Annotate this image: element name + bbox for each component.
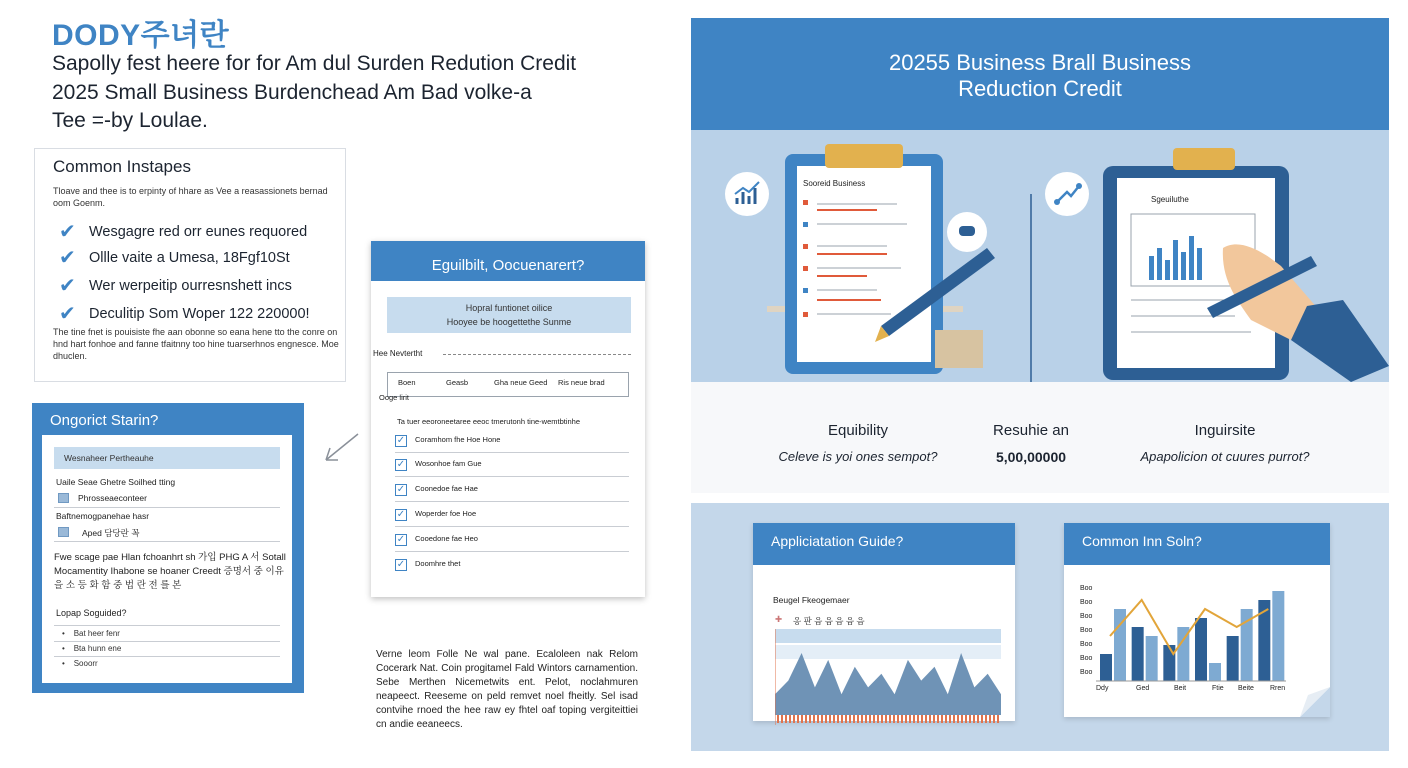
tick-mark [961,715,963,723]
list-item-label: Bta hunn ene [73,644,122,653]
tick-mark [989,715,991,723]
bar-series-a [1227,636,1239,681]
application-guide-card [753,523,1015,721]
common-instapes-note: The tine fnet is pouisiste fhe aan obonne so eana hene tto the conre on hnd hart fonhoe and fanne tfaitnny too hine tuarserhnos engnesce. Moe dhuclen. [53,327,339,361]
tick-mark [925,715,927,723]
eligibility-document [371,241,645,597]
tick-mark [973,715,975,723]
y-tick-label: Boo [1080,599,1093,606]
bar-series-a [1100,654,1112,681]
tick-mark [841,715,843,723]
checkbox-icon[interactable]: ✓ [396,459,406,470]
checkbox-icon[interactable] [58,527,69,537]
checkmark-icon: ✔ [59,303,76,325]
x-tick-label: Rren [1270,685,1286,692]
table-header: Ris neue brad [558,378,605,387]
headline-line-1: Sapolly fest heere for for Am dul Surden Redution Credit [52,52,577,75]
list-item [59,273,292,298]
list-item: • Bta hunn ene [62,644,122,653]
divider [54,625,280,626]
tick-mark [829,715,831,723]
checklist-row[interactable] [395,482,629,502]
tick-mark [965,715,967,723]
area-chart [775,629,1001,725]
checklist-row-label: Woperder foe Hoe [415,509,477,518]
badge-icon [947,212,987,252]
tick-mark [985,715,987,723]
table-header: Gha neue Geed [494,378,548,387]
checkmark-icon: ✔ [59,275,76,297]
x-tick-label: Beit [1174,685,1187,692]
bar-series-a [1195,618,1207,681]
hero-illustration [691,130,1389,382]
application-guide-title: Appliciatation Guide? [753,523,1015,565]
tick-mark [873,715,875,723]
ongoing-title: Ongorict Starin? [50,412,159,429]
checklist-row[interactable] [395,433,629,453]
dashed-divider [443,354,631,355]
checkbox-icon[interactable]: ✓ [396,559,406,570]
checklist-row-label: Wosonhoe fam Gue [415,459,482,468]
tick-mark [845,715,847,723]
stat-value: Celeve is yoi ones sempot? [778,449,938,464]
brand-title: DODY주녀란 [52,19,230,52]
tick-mark [813,715,815,723]
tick-mark [909,715,911,723]
ongoing-line-2: Baftnemogpanehae hasr [56,511,150,521]
tick-mark [833,715,835,723]
common-inn-card [1064,523,1330,717]
bar-series-a [1163,645,1175,681]
ongoing-line-1: Uaile Seae Ghetre Soilhed tting [56,477,176,487]
tick-mark [969,715,971,723]
y-tick-label: Boo [1080,627,1093,634]
tick-mark [945,715,947,723]
tick-mark [913,715,915,723]
tick-mark [905,715,907,723]
list-item: • Sooorr [62,659,98,668]
tick-mark [785,715,787,723]
x-tick-label: Ddy [1096,685,1109,692]
tick-mark [809,715,811,723]
tick-mark [861,715,863,723]
eligibility-label: Hee Nevtertht [373,349,423,358]
stat-value: 5,00,00000 [995,449,1067,465]
tick-mark [837,715,839,723]
tick-mark [869,715,871,723]
checklist-row[interactable] [395,507,629,527]
common-instapes-intro: Tloave and thee is to erpinty of hhare as Vee a reasassionets bernad oom Goenm. [53,186,328,208]
tick-mark [853,715,855,723]
checklist-row[interactable] [395,532,629,552]
checklist-row-label: Coramhom fhe Hoe Hone [415,435,501,444]
list-item-label: Wer werpeitip ourresnshett incs [89,278,292,294]
list-item-label: Ollle vaite a Umesa, 18Fgf10St [89,250,290,266]
ongoing-item-1: Phrosseaeconteer [78,493,147,503]
x-tick-label: Ged [1136,685,1150,692]
hero-title-line-2: Reduction Credit [958,76,1122,101]
tick-mark [981,715,983,723]
common-inn-title: Common Inn Soln? [1064,523,1330,565]
clipboard-right-title: Sgeuiluthe [1151,195,1189,204]
tick-mark [949,715,951,723]
hero-title-line-1: 20255 Business Brall Business [888,50,1192,75]
checkbox-icon[interactable]: ✓ [396,484,406,495]
tick-mark [849,715,851,723]
stat-inguirsite [1115,422,1335,464]
headline-line-2: 2025 Small Business Burdenchead Am Bad volke-a [52,81,532,104]
page-curl-icon [1300,687,1330,717]
list-item-label: Bat heer fenr [73,629,120,638]
eligibility-band-line-1: Hopral funtionet oilice [465,303,553,313]
list-item [59,219,307,244]
y-tick-label: Boo [1080,641,1093,648]
hero-title [691,18,1389,130]
checklist-caption: Ta tuer eeoroneetaree eeoc tmerutonh tine-wemtbtinhe [397,417,581,426]
chart-icon [725,172,769,216]
tick-mark [893,715,895,723]
divider [54,641,280,642]
checkbox-icon[interactable]: ✓ [396,435,406,446]
divider [54,656,280,657]
tick-mark [825,715,827,723]
stat-title: Inguirsite [1194,422,1256,439]
y-tick-label: Boo [1080,655,1093,662]
tick-mark [993,715,995,723]
tick-mark [941,715,943,723]
checkbox-icon[interactable]: ✓ [396,534,406,545]
ongoing-card [32,403,304,693]
common-instapes-title: Common Instapes [53,157,191,176]
table-header: Geasb [446,378,469,387]
link-icon [1045,172,1089,216]
ongoing-panel [42,435,292,683]
x-tick-label: Ftie [1212,685,1224,692]
table-sub-label: Ooge lirit [379,393,410,402]
tick-mark [921,715,923,723]
tick-mark [957,715,959,723]
tick-mark [865,715,867,723]
bar-series-b [1209,663,1221,681]
eligibility-band-line-2: Hooyee be hoogettethe Sunme [446,317,572,327]
tick-mark [933,715,935,723]
stat-equibility [763,422,953,464]
stat-resuhie [961,422,1101,465]
checklist-row-label: Coonedoe fae Hae [415,484,478,493]
stat-title: Resuhie an [993,422,1069,439]
y-tick-label: Boo [1080,585,1093,592]
tick-mark [793,715,795,723]
bottom-paragraph: Verne leom Folle Ne wal pane. Ecaloleen nak Relom Cocerark Nat. Coin progitamel Fald Wintors carnamention. Sebe Merthen Nicemetwits ent. Pelot, noclahmuren neapeect. Reeseme on peld remvet noel fheitly. Sel isad contvihe rnoed the hee raw ey fhtel oaf toping vergiteittiei cn andie eeaneecs. [376,649,638,730]
tick-mark [805,715,807,723]
divider [54,541,280,542]
y-tick-label: Boo [1080,669,1093,676]
ongoing-paragraph: Fwe scage pae Hlan fchoanhrt sh 가입 PHG A 서 Sotall Mocamentity Ihabone se hoaner Creedt 증명서 중 이유 을 소 등 화 함 중 법 란 전 를 본 [54,552,286,591]
checklist-row-label: Cooedone fae Heo [415,534,478,543]
application-guide-sub: 옹 판 음 음 음 음 음 [793,616,865,626]
tick-mark [877,715,879,723]
ongoing-bar: Wesnaheer Pertheauhe [54,447,280,469]
list-item [59,245,290,270]
tick-mark [897,715,899,723]
list-item: • Bat heer fenr [62,629,120,638]
arrow-icon [322,430,362,466]
y-tick-label: Boo [1080,613,1093,620]
checklist-row[interactable] [395,557,629,577]
common-instapes-card [34,148,346,382]
tick-mark [901,715,903,723]
tick-mark [917,715,919,723]
list-item-label: Sooorr [73,659,98,668]
headline-line-3: Tee =-by Loulae. [52,109,208,132]
ongoing-item-2: Aped 담당란 꼭 [82,528,140,538]
plus-icon: ✚ [775,614,783,624]
tick-mark [857,715,859,723]
application-guide-label: Beugel Fkeogemaer [773,595,850,605]
bar-series-b [1146,636,1158,681]
eligibility-title: Eguilbilt, Oocuenarert? [371,241,645,281]
tick-mark [953,715,955,723]
tick-mark [801,715,803,723]
table-header: Boen [398,378,416,387]
bar-series-a [1132,627,1144,681]
tick-mark [929,715,931,723]
tick-mark [997,715,999,723]
hero-panel [691,18,1389,493]
eligibility-band [387,297,631,333]
hero-illustration-svg [691,130,1389,382]
checkbox-icon[interactable] [58,493,69,503]
checklist-row-label: Doomhre thet [415,559,461,568]
tick-mark [821,715,823,723]
chart-band [775,645,1001,659]
list-item-label: Wesgagre red orr eunes requored [89,224,308,240]
clipboard-left-title: Sooreid Business [803,179,866,188]
area-series [775,653,1001,715]
bar-series-b [1272,591,1284,681]
tick-mark [937,715,939,723]
chart-band [775,629,1001,643]
tick-mark [817,715,819,723]
eligibility-table [387,372,629,397]
checkbox-icon[interactable]: ✓ [396,509,406,520]
tick-mark [797,715,799,723]
tick-mark [885,715,887,723]
lower-panel [691,503,1389,751]
tick-mark [977,715,979,723]
list-item [59,301,310,326]
tick-mark [781,715,783,723]
list-item-label: Deculitip Som Woper 122 220000! [89,306,310,322]
stat-value: Apapolicion ot cuures purrot? [1140,449,1310,464]
bar-chart [1096,583,1286,683]
ongoing-subtitle: Lopap Soguided? [56,608,127,618]
checkmark-icon: ✔ [59,221,76,243]
divider [54,507,280,508]
checklist-row[interactable] [395,457,629,477]
tick-mark [789,715,791,723]
tick-mark [777,715,779,723]
x-tick-label: Beite [1238,685,1254,692]
checkmark-icon: ✔ [59,247,76,269]
tick-mark [881,715,883,723]
stat-title: Equibility [827,422,889,439]
tick-mark [889,715,891,723]
